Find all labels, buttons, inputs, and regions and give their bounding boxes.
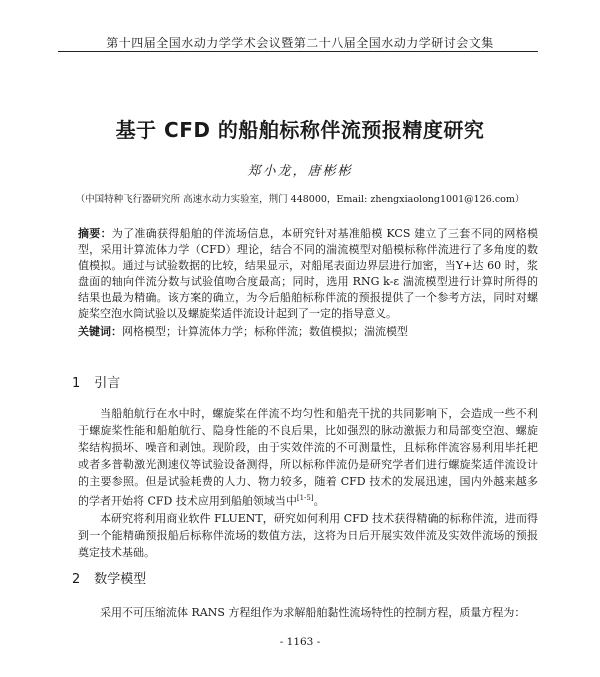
- introduction-paragraph-2: 本研究将利用商业软件 FLUENT，研究如何利用 CFD 技术获得精确的标称伴流，进而得到一个能精确预报船后标称伴流场的数值方法，这将为日后开展实效伴流及实效伴流场的预报奠定技术基础。: [78, 511, 538, 559]
- abstract: [78, 226, 538, 322]
- introduction-body: [78, 405, 538, 561]
- affiliation: （中国特种飞行器研究所 高速水动力实验室，荆门 448000，Email: zhengxiaolong1001@126.com）: [75, 194, 525, 205]
- abstract-text: 为了准确获得船舶的伴流场信息，本研究针对基准船模 KCS 建立了三套不同的网格模型，采用计算流体力学（CFD）理论，结合不同的湍流模型对船模标称伴流进行了多角度的数值模拟。通过与试验数据的比较，结果显示，对船尾表面边界层进行加密，当Y+达 60 时，浆盘面的轴向伴流分数与试验值吻合度最高；同时，选用 RNG k-ε 湍流模型进行计算时所得的结果也最为精确。该方案的确立，为今后船舶标称伴流的预报提供了一个参考方法，同时对螺旋桨空泡水筒试验以及螺旋桨适伴流设计起到了一定的指导意义。: [78, 227, 538, 320]
- header-rule: [58, 51, 538, 52]
- section-heading-introduction: [72, 372, 120, 391]
- introduction-paragraph-1: 当船舶航行在水中时，螺旋桨在伴流不均匀性和船壳干扰的共同影响下，会造成一些不利于螺旋桨性能和船舶航行、隐身性能的不良后果，比如强烈的脉动激振力和局部变空泡、螺旋桨结构损坏、噪音和剥蚀。现阶段，由于实效伴流的不可测量性，且标称伴流容易利用毕托耙或者多普勒激光测速仪等试验设备测得，所以标称伴流仍是研究学者们进行螺旋桨适伴流设计的主要参照。但是试验耗费的人力、物力较多，随着 CFD 技术的发展迅速，国内外越来越多的学者开始将 CFD 技术应用到船舶领域当中[1-5]。: [78, 407, 538, 508]
- page-number: - 1163 -: [279, 636, 321, 648]
- citation: [1-5]: [296, 494, 314, 502]
- authors: 郑小龙，唐彬彬: [247, 164, 353, 179]
- running-header: 第十四届全国水动力学学术会议暨第二十八届全国水动力学研讨会文集: [106, 36, 494, 50]
- section-title: 数学模型: [94, 572, 147, 587]
- keywords-text: 网格模型；计算流体力学；标称伴流；数值模拟；湍流模型: [122, 325, 408, 338]
- keywords: [78, 324, 538, 340]
- section-number: 2: [72, 572, 81, 587]
- math-model-body: [78, 604, 538, 621]
- math-model-paragraph-1: 采用不可压缩流体 RANS 方程组作为求解船舶黏性流场特性的控制方程，质量方程为：: [100, 606, 526, 619]
- abstract-label: 摘要：: [78, 227, 112, 240]
- section-title: 引言: [94, 376, 121, 391]
- section-number: 1: [72, 376, 81, 391]
- section-heading-math-model: [72, 568, 146, 587]
- paper-title: 基于 CFD 的船舶标称伴流预报精度研究: [115, 118, 485, 142]
- keywords-label: 关键词：: [78, 325, 122, 338]
